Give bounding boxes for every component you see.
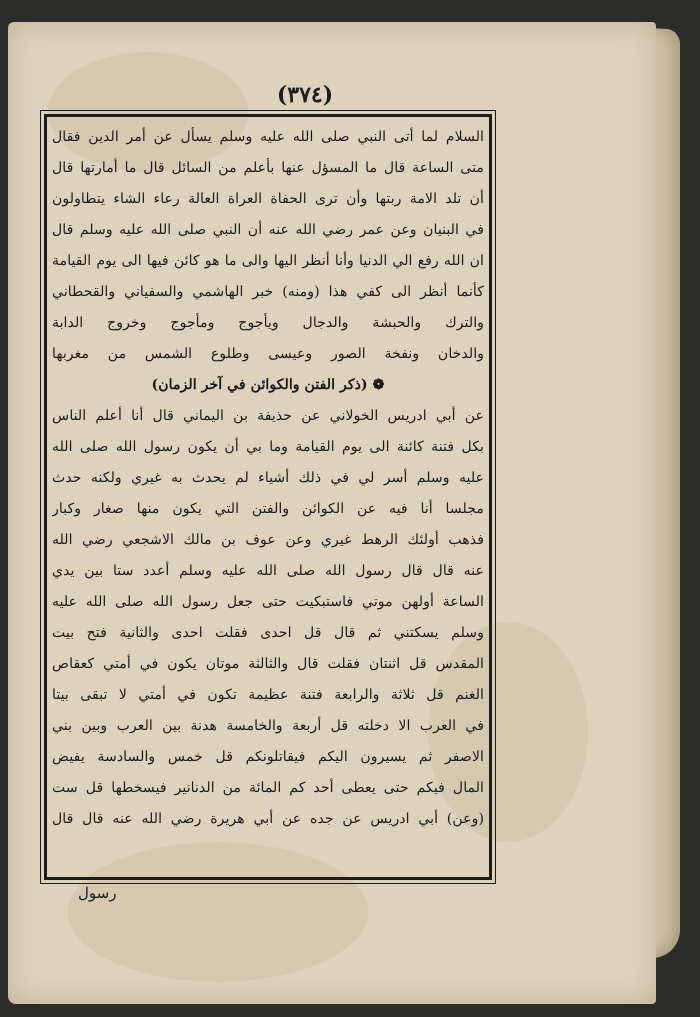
text-line: المال فيكم حتى يعطى أحد كم المائة من الدنانير فيسخطها قل ست [52, 780, 484, 796]
catchword: رسول [78, 884, 117, 902]
text-line: مجلسا أنا فيه عن الكوائن والفتن التي يكون منها صغار وكبار [52, 501, 484, 517]
text-line: بكل فتنة كائنة الى يوم القيامة وما بي أن يكون رسول الله صلى الله [52, 439, 484, 455]
text-line: متى الساعة قال ما المسؤل عنها بأعلم من السائل قال ما أمارتها قال [52, 160, 484, 176]
main-text [52, 122, 484, 874]
text-line: وسلم يسكتني ثم قال قل احدى فقلت احدى والثانية فتح بيت [52, 625, 484, 641]
text-line: الغنم قل ثلاثة والرابعة فتنة عظيمة تكون في أمتي لا تبقى بيتا [52, 687, 484, 703]
text-line: ان الله رفع الي الدنيا وأنا أنظر اليها والى ما هو كائن فيها الى يوم القيامة [52, 253, 484, 269]
text-line: المقدس قل اثنتان فقلت قال والثالثة موتان يكون في أمتي كعقاص [52, 656, 484, 672]
text-line: أن تلد الامة ربتها وأن ترى الحفاة العراة العالة رعاء الشاء يتطاولون [52, 191, 484, 207]
text-line: عنه قال قال رسول الله صلى الله عليه وسلم أعدد ستا بين يدي [52, 563, 484, 579]
text-line: الاصفر ثم يسيرون اليكم فيقاتلونكم قل خمس والسادسة يفيض [52, 749, 484, 765]
text-line: عليه وسلم أسر لي في ذلك أشياء لم يحدث به غيري ولكنه حدث [52, 470, 484, 486]
text-line: والدخان ونفخة الصور وعيسى وطلوع الشمس من مغربها [52, 346, 484, 362]
text-line: فذهب أولئك الرهط غيري وعن عوف بن مالك الاشجعي رضي الله [52, 532, 484, 548]
page-number: (٣٧٤) [276, 82, 334, 108]
text-line: السلام لما أتى النبي صلى الله عليه وسلم يسأل عن أمر الدين فقال [52, 129, 484, 145]
section-heading: ❁ (ذكر الفتن والكوائن في آخر الزمان) [151, 377, 385, 393]
text-line: عن أبي ادريس الخولاني عن حذيفة بن اليماني قال أنا أعلم الناس [52, 408, 484, 424]
text-line: في البنيان وعن عمر رضي الله عنه أن النبي صلى الله عليه وسلم قال [52, 222, 484, 238]
text-line: في العرب الا دخلته قل أربعة والخامسة هدنة بين العرب وبين بني [52, 718, 484, 734]
text-line: (وعن) أبي ادريس عن جده عن أبي هريرة رضي الله عنه قال قال [52, 811, 484, 827]
text-line: والترك والحبشة والدجال ويأجوج ومأجوج وخروج الدابة [52, 315, 484, 331]
text-line: كأنما أنظر الى كفي هذا (ومنه) خبر الهاشمي والسفياني والقحطاني [52, 284, 484, 300]
text-line: الساعة أولهن موتي فاستبكيت حتى جعل رسول الله صلى الله عليه [52, 594, 484, 610]
